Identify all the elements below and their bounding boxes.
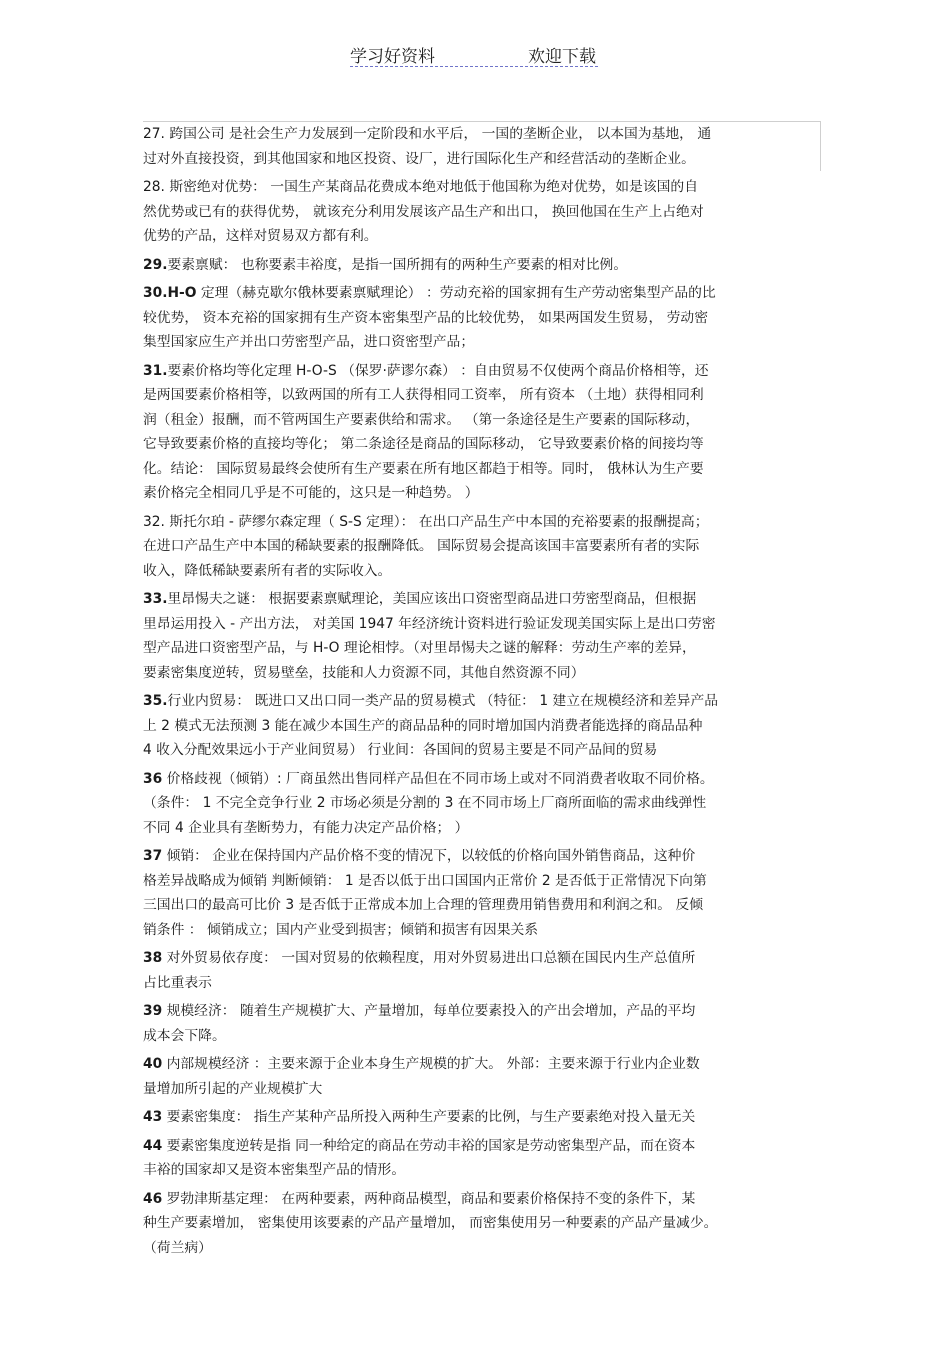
entry-line: 量增加所引起的产业规模扩大 [143,1080,323,1097]
entry-number: 30.H-O [143,285,197,301]
header-right-text: 欢迎下载 [528,47,596,67]
entry-14 [143,1134,813,1183]
entry-line: 33.里昂惕夫之谜： 根据要素禀赋理论，美国应该出口资密型商品进口劳密型商品，但根据 [143,591,697,607]
entry-number: 38 [143,950,163,966]
entry-line: 4 收入分配效果远小于产业间贸易） 行业间：各国间的贸易主要是不同产品间的贸易 [143,742,658,758]
entry-line: 35.行业内贸易： 既进口又出口同一类产品的贸易模式 （特征： 1 建立在规模经济和差异产品 [143,693,719,709]
entry-line: 集型国家应生产并出口劳密型产品，进口资密型产品； [143,334,475,350]
entry-line: 它导致要素价格的直接均等化； 第二条途径是商品的国际移动， 它导致要素价格的间接均等 [143,436,704,452]
entry-12 [143,1052,813,1101]
entry-line: 丰裕的国家却又是资本密集型产品的情形。 [143,1162,406,1178]
entry-number: 46 [143,1190,163,1207]
entry-number: 31. [143,362,168,379]
entry-line: 润（租金）报酬，而不管两国生产要素供给和需求。 （第一条途径是生产要素的国际移动， [143,411,700,428]
entry-line: 28. 斯密绝对优势： 一国生产某商品花费成本绝对地低于他国称为绝对优势，如是该国的自 [143,179,699,195]
entry-line: 46 罗勃津斯基定理： 在两种要素，两种商品模型，商品和要素价格保持不变的条件下，某 [143,1190,696,1207]
entry-number: 35. [143,693,168,709]
entry-1 [143,175,813,249]
entry-line: 30.H-O 定理（赫克歇尔俄林要素禀赋理论） ：劳动充裕的国家拥有生产劳动密集型产品的比 [143,285,716,301]
entry-line: 格差异战略成为倾销 判断倾销： 1 是否以低于出口国国内正常价 2 是否低于正常情况下向第 [143,872,707,889]
entry-line: 三国出口的最高可比价 3 是否低于正常成本加上合理的管理费用销售费用和利润之和。 反倾 [143,897,704,913]
entry-8 [143,767,813,841]
entry-0 [143,121,821,171]
entry-4 [143,359,813,506]
document-body [143,121,813,1264]
entry-line: 优势的产品，这样对贸易双方都有利。 [143,228,378,244]
entry-number: 27. [143,126,165,142]
entry-line: 上 2 模式无法预测 3 能在减少本国生产的商品品种的同时增加国内消费者能选择的商品品种 [143,717,703,734]
entry-line: 是两国要素价格相等，以致两国的所有工人获得相同工资率， 所有资本 （土地）获得相同利 [143,387,704,403]
page-header [350,40,598,67]
entry-line: 43 要素密集度： 指生产某种产品所投入两种生产要素的比例，与生产要素绝对投入量无关 [143,1109,696,1125]
entry-5 [143,510,813,584]
entry-line: 成本会下降。 [143,1027,226,1044]
entry-number: 43 [143,1109,163,1125]
entry-line: 40 内部规模经济 ：主要来源于企业本身生产规模的扩大。 外部：主要来源于行业内企业数 [143,1056,700,1072]
entry-line: （条件： 1 不完全竞争行业 2 市场必须是分割的 3 在不同市场上厂商所面临的需求曲线弹性 [143,795,707,811]
entry-line: 收入，降低稀缺要素所有者的实际收入。 [143,562,392,579]
entry-line: 38 对外贸易依存度： 一国对贸易的依赖程度，用对外贸易进出口总额在国民内生产总值所 [143,950,696,966]
entry-line: 里昂运用投入 - 产出方法， 对美国 1947 年经济统计资料进行验证发现美国实际上是出口劳密 [143,615,716,632]
entry-number: 28. [143,179,165,195]
entry-number: 39 [143,1003,163,1019]
entry-line: 占比重表示 [143,974,212,991]
entry-line: 37 倾销： 企业在保持国内产品价格不变的情况下，以较低的价格向国外销售商品，这种价 [143,848,696,864]
entry-line: 过对外直接投资，到其他国家和地区投资、设厂，进行国际化生产和经营活动的垄断企业。 [143,150,695,167]
entry-2 [143,253,813,278]
entry-line: 化。结论： 国际贸易最终会使所有生产要素在所有地区都趋于相等。同时， 俄林认为生产要 [143,460,704,477]
entry-line: 31.要素价格均等化定理 H-O-S （保罗·萨谬尔森） ：自由贸易不仅使两个商品价格相等，还 [143,362,709,379]
entry-number: 37 [143,848,163,864]
entry-line: 素价格完全相同几乎是不可能的，这只是一种趋势。 ） [143,485,479,501]
entry-number: 44 [143,1137,163,1154]
entry-line: 要素密集度逆转，贸易壁垒，技能和人力资源不同，其他自然资源不同） [143,664,585,681]
entry-7 [143,689,813,763]
entry-line: 较优势， 资本充裕的国家拥有生产资本密集型产品的比较优势， 如果两国发生贸易， 劳动密 [143,309,709,326]
entry-number: 29. [143,256,168,273]
entry-line: 在进口产品生产中本国的稀缺要素的报酬降低。 国际贸易会提高该国丰富要素所有者的实际 [143,538,700,554]
entry-3 [143,281,813,355]
entry-line: 29.要素禀赋： 也称要素丰裕度，是指一国所拥有的两种生产要素的相对比例。 [143,256,628,273]
entry-line: 不同 4 企业具有垄断势力，有能力决定产品价格； ） [143,819,469,836]
entry-line: 型产品进口资密型产品，与 H-O 理论相悖。（对里昂惕夫之谜的解释：劳动生产率的差异， [143,640,696,656]
entry-number: 40 [143,1056,163,1072]
entry-line: 39 规模经济： 随着生产规模扩大、产量增加，每单位要素投入的产出会增加，产品的平均 [143,1003,696,1019]
entry-number: 36 [143,770,163,787]
entry-9 [143,844,813,942]
entry-line: 销条件 ： 倾销成立；国内产业受到损害；倾销和损害有因果关系 [143,921,539,938]
entry-line: 36 价格歧视（倾销）: 厂商虽然出售同样产品但在不同市场上或对不同消费者收取不同价格。 [143,770,714,787]
entry-number: 32. [143,513,165,530]
header-left-text: 学习好资料 [350,47,435,67]
entry-line: 27. 跨国公司 是社会生产力发展到一定阶段和水平后， 一国的垄断企业， 以本国为基地， 通 [143,126,712,142]
entry-line: 44 要素密集度逆转是指 同一种给定的商品在劳动丰裕的国家是劳动密集型产品，而在资本 [143,1137,696,1154]
entry-line: 种生产要素增加， 密集使用该要素的产品产量增加， 而密集使用另一种要素的产品产量减少。 [143,1215,718,1231]
entry-15 [143,1187,813,1261]
entry-10 [143,946,813,995]
entry-6 [143,587,813,685]
entry-line: 然优势或已有的获得优势， 就该充分利用发展该产品生产和出口， 换回他国在生产上占绝对 [143,203,704,220]
entry-line: 32. 斯托尔珀 - 萨缪尔森定理（ S-S 定理）： 在出口产品生产中本国的充裕要素的报酬提高； [143,513,709,530]
entry-13 [143,1105,813,1130]
entry-number: 33. [143,591,168,607]
entry-11 [143,999,813,1048]
entry-line: （荷兰病） [143,1239,212,1256]
